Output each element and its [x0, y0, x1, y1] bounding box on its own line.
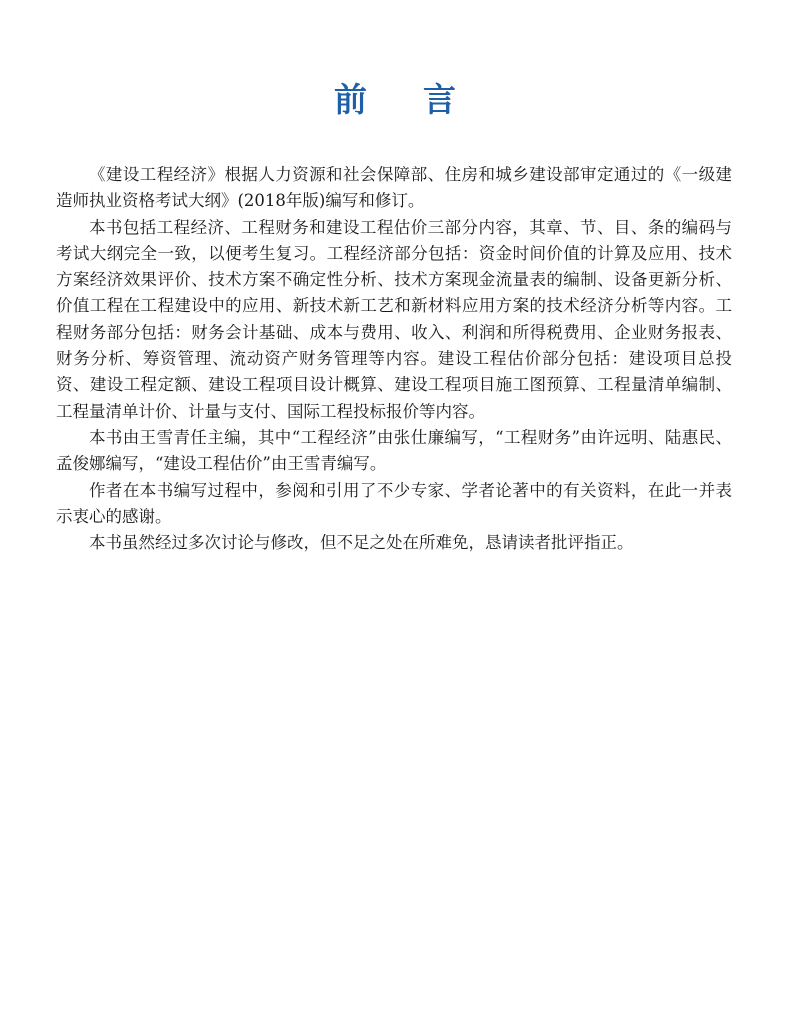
paragraph-4: 作者在本书编写过程中，参阅和引用了不少专家、学者论著中的有关资料，在此一并表示衷心的感谢。 [56, 480, 732, 526]
paragraph-1: 《建设工程经济》根据人力资源和社会保障部、住房和城乡建设部审定通过的《一级建造师执业资格考试大纲》(2018年版)编写和修订。 [56, 165, 732, 211]
paragraph-5: 本书虽然经过多次讨论与修改，但不足之处在所难免，恳请读者批评指正。 [89, 533, 634, 553]
paragraph-3: 本书由王雪青任主编，其中“工程经济”由张仕廉编写，“工程财务”由许远明、陆惠民、孟俊娜编写，“建设工程估价”由王雪青编写。 [56, 427, 732, 474]
preface-body [56, 162, 732, 556]
page-title: 前言 [334, 80, 512, 119]
paragraph-2: 本书包括工程经济、工程财务和建设工程估价三部分内容，其章、节、目、条的编码与考试大纲完全一致，以便考生复习。工程经济部分包括：资金时间价值的计算及应用、技术方案经济效果评价、技术方案不确定性分析、技术方案现金流量表的编制、设备更新分析、价值工程在工程建设中的应用、新技术新工艺和新材料应用方案的技术经济分析等内容。工程财务部分包括：财务会计基础、成本与费用、收入、利润和所得税费用、企业财务报表、财务分析、筹资管理、流动资产财务管理等内容。建设工程估价部分包括：建设项目总投资、建设工程定额、建设工程项目设计概算、建设工程项目施工图预算、工程量清单编制、工程量清单计价、计量与支付、国际工程投标报价等内容。 [56, 217, 732, 421]
